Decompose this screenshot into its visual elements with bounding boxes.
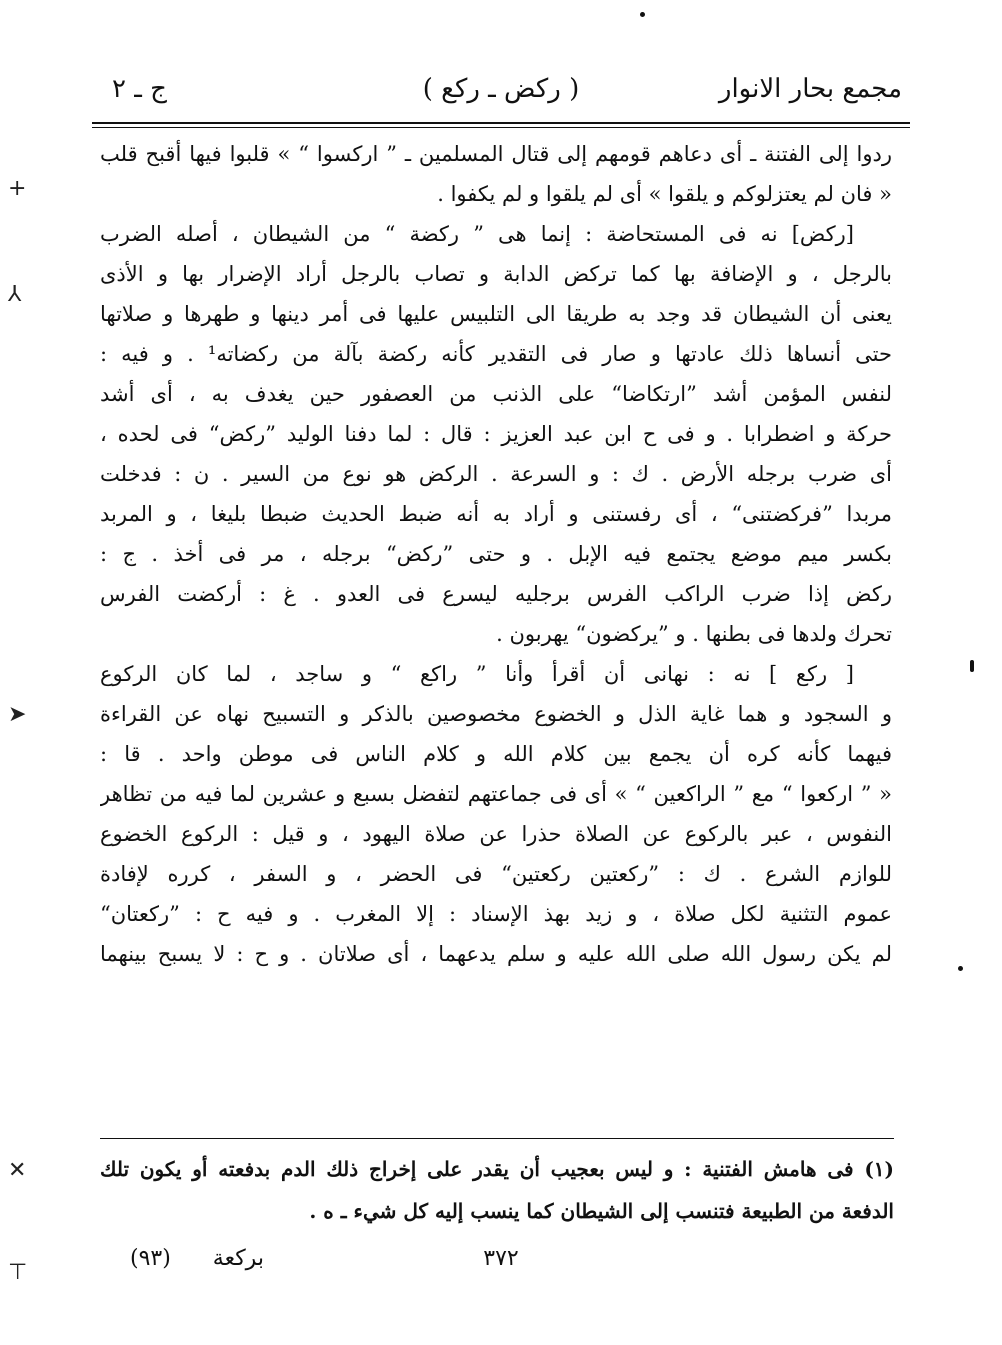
text-line: يعنى أن الشيطان قد وجد به طريقا الى التلبيس عليها فى أمر دينها و طهرها و صلاتها	[100, 302, 892, 326]
scan-dot	[958, 966, 963, 971]
text-line: فيهما كأنه كره أن يجمع بين كلام الله و كلام الناس فى موطن واحد . قا :	[100, 742, 892, 766]
text-line: أى ضرب برجله الأرض . ك : و السرعة . الركض هو نوع من السير . ن : فدخلت	[100, 462, 892, 486]
text-line: « ” اركعوا “ مع ” الراكعين “ » أى فى جماعتهم لتفضل بسبع و عشرين لما فيه من تظاهر	[100, 782, 892, 806]
signature-mark: (٩٣)	[130, 1246, 171, 1271]
book-title: مجمع بحار الانوار	[718, 74, 902, 104]
text-line: مربدا ”فركضتنى“ ، أى رفستنى و أراد به أنه ضبط الحديث ضبطا بليغا ، و المربد	[100, 502, 892, 526]
section-title: ( ركض ـ ركع )	[422, 74, 580, 104]
text-line: « فان لم يعتزلوكم و يلقوا » أى لم يلقوا و لم يكفوا .	[437, 182, 892, 206]
catchword: بركعة	[212, 1246, 264, 1271]
footnote-rule	[100, 1138, 894, 1139]
text-line: بالرجل ، و الإضافة بها كما تركض الدابة و تصاب بالرجل أراد الإضرار بها و الأذى	[100, 262, 892, 286]
text-line: للوازم الشرع . ك : ”ركعتين ركعتين“ فى الحضر ، و السفر ، كرره لإفادة	[100, 862, 892, 886]
margin-mark-icon: +	[8, 176, 27, 201]
volume-label: ج ـ ٢	[112, 74, 167, 104]
footnote-line: الدفعة من الطبيعة فتنسب إلى الشيطان كما ينسب إليه كل شيء ـ ه .	[309, 1199, 894, 1223]
page-footer	[100, 1246, 902, 1282]
footnote	[100, 1148, 894, 1232]
text-line: حركة و اضطرابا . و فى ح ابن عبد العزيز : قال : لما دفنا الوليد ”ركض“ فى لحده ،	[100, 422, 892, 446]
text-line: [ركض] نه فى المستحاضة : إنما هى ” ركضة “ من الشيطان ، أصله الضرب	[100, 222, 854, 246]
main-text	[100, 134, 892, 974]
footnote-line: (١) فى هامش الفتنية : و ليس بعجيب أن يقدر على إخراج ذلك الدم بدفعته أو يكون تلك	[100, 1157, 894, 1181]
scan-dot	[640, 12, 645, 17]
text-line: بكسر ميم موضع يجتمع فيه الإبل . و حتى ”ركض“ برجله ، مر فى أخذ . ج :	[100, 542, 892, 566]
text-line: عموم التثنية لكل صلاة ، و زيد بهذ الإسناد : إلا المغرب . و فيه ح : ”ركعتان“	[100, 902, 892, 926]
page-number: ٣٧٢	[483, 1246, 519, 1271]
signature-catchword	[130, 1246, 264, 1271]
scan-dot	[970, 660, 974, 672]
margin-mark-icon: ⊤	[8, 1260, 28, 1285]
text-line: حتى أنساها ذلك عادتها و صار فى التقدير كأنه ركضة بآلة من ركضاته¹ . و فيه :	[100, 342, 892, 366]
margin-mark-icon: ➤	[8, 702, 27, 727]
text-line: النفوس ، عبر بالركوع عن الصلاة حذرا عن صلاة اليهود ، و قيل : الركوع الخضوع	[100, 822, 892, 846]
text-line: لم يكن رسول الله صلى الله عليه و سلم يدعهما ، أى صلاتان . و ح : لا يسبح بينهما	[100, 942, 892, 966]
text-line: ركض إذا ضرب الراكب الفرس برجليه ليسرع فى العدو . غ : أركضت الفرس	[100, 582, 892, 606]
text-line: [ ركع ] نه : نهانى أن أقرأ وأنا ” راكع “ و ساجد ، لما كان الركوع	[100, 662, 854, 686]
text-line: لنفس المؤمن أشد ”ارتكاضا“ على الذنب من العصفور حين يغدف به ، أى أشد	[100, 382, 892, 406]
text-line: ردوا إلى الفتنة ـ أى دعاهم قومهم إلى قتال المسلمين ـ ” اركسوا “ » قلبوا فيها أقبح قلب	[100, 142, 892, 166]
text-line: تحرك ولدها فى بطنها . و ”يركضون“ يهربون .	[496, 622, 892, 646]
page-header	[100, 70, 902, 116]
text-line: و السجود و هما غاية الذل و الخضوع مخصوصين بالذكر و التسبيح نهاه عن القراءة	[100, 702, 892, 726]
margin-mark-icon: ⅄	[8, 282, 22, 307]
margin-mark-icon: ✕	[8, 1158, 27, 1183]
header-rule	[92, 122, 910, 124]
header-rule-thin	[92, 127, 910, 128]
